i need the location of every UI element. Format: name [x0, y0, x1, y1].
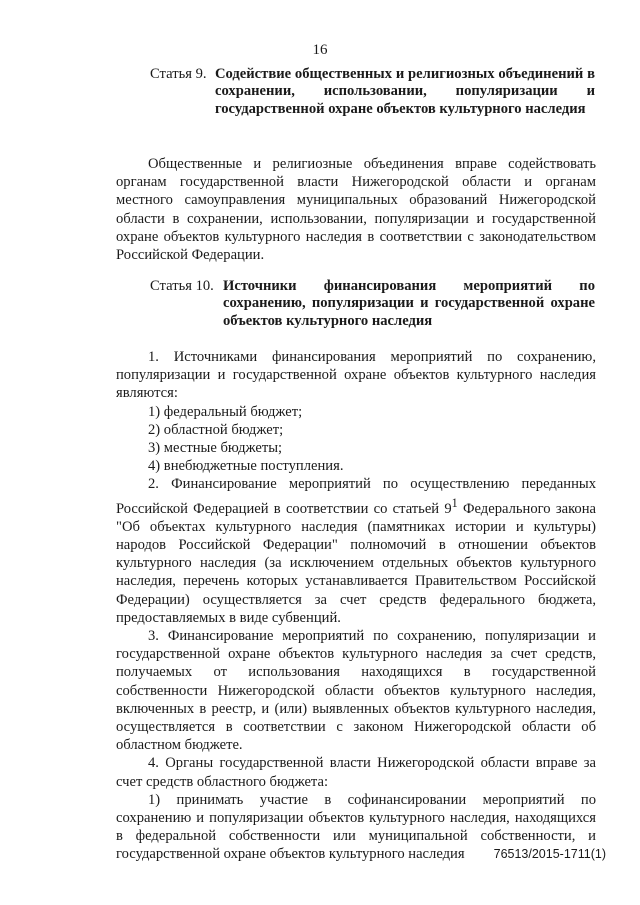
article-10-paragraph-1: 1. Источниками финансирования мероприятий по сохранению, популяризации и государственной охране объектов культурного наследия являются:	[116, 349, 596, 402]
list-item: 4) внебюджетные поступления.	[148, 458, 344, 475]
article-10-title: Источники финансирования мероприятий по сохранению, популяризации и государственной охране объектов культурного наследия	[223, 278, 595, 329]
article-9-text: Общественные и религиозные объединения вправе содействовать органам государственной власти Нижегородской области и органам местного самоуправления муниципальных образований Нижегородской области в сохранении, использовании, популяризации и государственной охране объектов культурного наследия в соответствии с законодательством Российской Федерации.	[116, 156, 596, 264]
article-10-paragraph-4: 4. Органы государственной власти Нижегородской области вправе за счет средств областного бюджета:	[116, 755, 596, 790]
article-9-title: Содействие общественных и религиозных объединений в сохранении, использовании, популяризации и государственной охране объектов культурного наследия	[215, 66, 595, 117]
article-10-heading	[150, 278, 595, 332]
article-9-label: Статья 9.	[150, 66, 207, 82]
article-10-body	[116, 348, 596, 864]
list-item: 1) федеральный бюджет;	[148, 403, 303, 420]
article-10-label: Статья 10.	[150, 278, 214, 294]
page-number: 16	[312, 42, 328, 58]
article-10-paragraph-4-item-1: 1) принимать участие в софинансировании мероприятий по сохранению и популяризации объектов культурного наследия, находящихся в федеральной собственности или муниципальной собственности, и государственной охране объектов культурного наследия	[116, 791, 596, 863]
paragraph-2-rest: Федерального закона "Об объектах культурного наследия (памятниках истории и культуры) народов Российской Федерации" полномочий в отношении объектов культурного наследия (за исключением отдельных объектов культурного наследия, перечень которых устанавливается Правительством Российской Федерации) осуществляется за счет средств федерального бюджета, предоставляемых в виде субвенций.	[116, 500, 596, 626]
article-9-body	[116, 155, 596, 264]
document-code: 76513/2015-1711(1)	[493, 847, 606, 861]
article-10-paragraph-2	[116, 475, 596, 626]
list-item: 2) областной бюджет;	[148, 421, 284, 438]
article-superscript: 1	[451, 495, 458, 510]
paragraph-2-start: 2. Финансирование мероприятий по осуществлению переданных Российской Федерацией в соответствии со статьей 9	[116, 476, 596, 517]
article-9-heading	[150, 66, 595, 138]
article-10-paragraph-3: 3. Финансирование мероприятий по сохранению, популяризации и государственной охране объектов культурного наследия за счет средств, получаемых от использования находящихся в государственной собственности Нижегородской области объектов культурного наследия, включенных в реестр, и (или) выявленных объектов культурного наследия, осуществляется в соответствии с законом Нижегородской области об областном бюджете.	[116, 627, 596, 754]
list-item: 3) местные бюджеты;	[148, 440, 283, 457]
